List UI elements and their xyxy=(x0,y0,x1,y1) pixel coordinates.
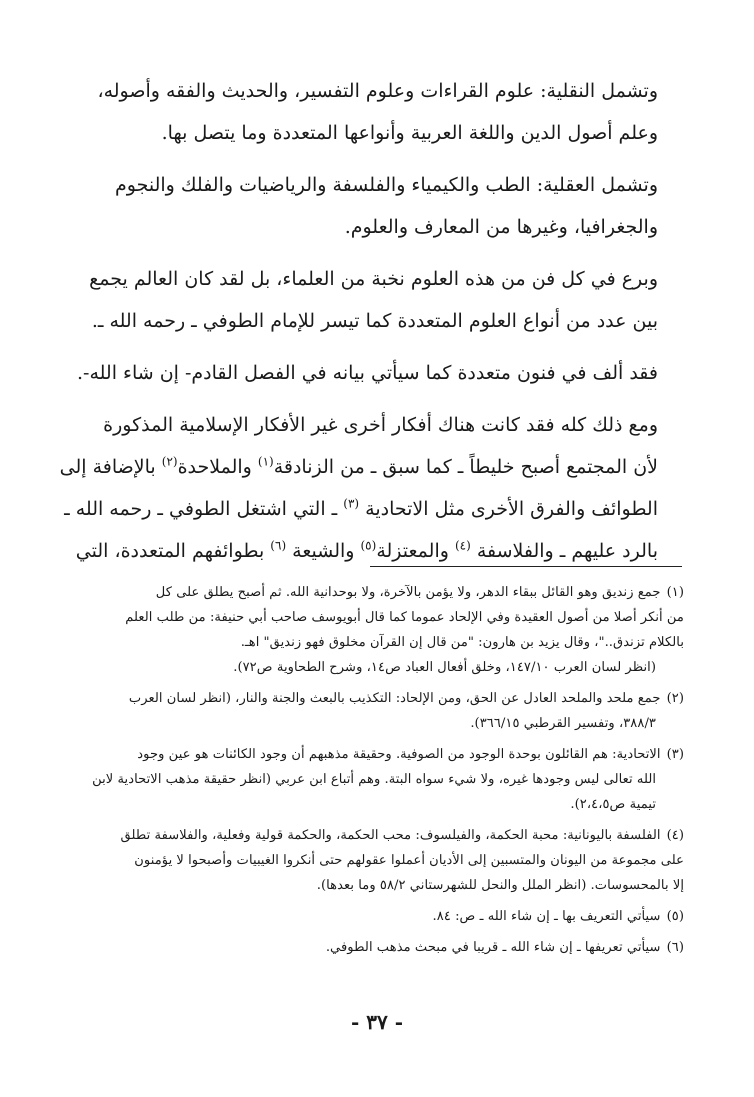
footnote-text: (انظر لسان العرب ١٤٧/١٠، وخلق أفعال العباد ص١٤، وشرح الطحاوية ص٧٢). xyxy=(233,660,656,675)
footnote-1 xyxy=(70,580,684,680)
footnote-divider xyxy=(370,566,682,567)
footnote-3 xyxy=(70,742,684,817)
text-line xyxy=(64,488,684,530)
footnote-number: (١) xyxy=(666,585,684,600)
footnote-text: ٣٨٨/٣، وتفسير القرطبي ٣٦٦/١٥). xyxy=(470,716,656,731)
footnote-number: (٤) xyxy=(666,828,684,843)
footnote-ref-4[interactable]: (٤) xyxy=(454,538,471,553)
text-line: وعلم أصول الدين واللغة العربية وأنواعها المتعددة وما يتصل بها. xyxy=(161,122,658,144)
footnote-number: (٣) xyxy=(666,747,684,762)
footnote-ref-3[interactable]: (٣) xyxy=(343,496,360,511)
text-line: والجغرافيا، وغيرها من المعارف والعلوم. xyxy=(344,216,658,238)
text-segment: بالإضافة إلى xyxy=(59,456,162,478)
footnote-ref-6[interactable]: (٦) xyxy=(270,538,287,553)
text-line: بين عدد من أنواع العلوم المتعددة كما تيسر للإمام الطوفي ـ رحمه الله ـ. xyxy=(91,310,658,332)
footnote-text: الاتحادية: هم القائلون بوحدة الوجود من الصوفية. وحقيقة مذهبهم أن وجود الكائنات هو عين وجود xyxy=(137,747,661,762)
text-line: وتشمل العقلية: الطب والكيمياء والفلسفة والرياضيات والفلك والنجوم xyxy=(115,174,658,196)
footnote-text: سيأتي تعريفها ـ إن شاء الله ـ قريبا في مبحث مذهب الطوفي. xyxy=(325,940,661,955)
footnote-number: (٢) xyxy=(666,691,684,706)
footnote-text: جمع ملحد والملحد العادل عن الحق، ومن الإلحاد: التكذيب بالبعث والجنة والنار، (انظر لسان العرب xyxy=(128,691,661,706)
text-segment: والشيعة xyxy=(286,540,361,562)
footnote-text: بالكلام تزندق.."، وقال يزيد بن هارون: "من قال إن القرآن مخلوق فهو زنديق" اهـ. xyxy=(240,635,684,650)
footnote-number: (٦) xyxy=(666,940,684,955)
paragraph-rational-sciences xyxy=(70,164,684,248)
text-segment: بالرد عليهم ـ والفلاسفة xyxy=(470,540,658,562)
footnote-text: على مجموعة من اليونان والمتسبين إلى الأديان أعملوا عقولهم حتى أنكروا الغيبيات وأصبحوا لا يؤمنون xyxy=(134,853,684,868)
text-line: فقد ألف في فنون متعددة كما سيأتي بيانه في الفصل القادم- إن شاء الله-. xyxy=(76,362,658,384)
text-line xyxy=(59,446,684,488)
footnote-ref-1[interactable]: (١) xyxy=(257,454,274,469)
text-segment: لأن المجتمع أصبح خليطاً ـ كما سبق ـ من الزنادقة xyxy=(273,456,658,478)
footnotes xyxy=(70,580,684,966)
footnote-5 xyxy=(70,904,684,929)
paragraph-transmitted-sciences xyxy=(70,70,684,154)
paragraph-scholars xyxy=(70,258,684,342)
footnote-text: الفلسفة باليونانية: محبة الحكمة، والفيلسوف: محب الحكمة، والحكمة قولية وفعلية، والفلاسفة تطلق xyxy=(120,828,661,843)
footnote-text: الله تعالى ليس وجودها غيره، ولا شيء سواه البتة. وهم أتباع ابن عربي (انظر حقيقة مذهب الاتحادية لابن xyxy=(92,772,656,787)
text-segment: والملاحدة xyxy=(177,456,258,478)
text-line: ومع ذلك كله فقد كانت هناك أفكار أخرى غير الأفكار الإسلامية المذكورة xyxy=(103,414,658,436)
footnote-text: إلا بالمحسوسات. (انظر الملل والنحل للشهرستاني ٥٨/٢ وما بعدها). xyxy=(316,878,684,893)
paragraph-other-ideas xyxy=(59,404,684,572)
footnote-ref-5[interactable]: (٥) xyxy=(360,538,377,553)
paragraph-authored xyxy=(70,352,684,394)
text-segment: الطوائف والفرق الأخرى مثل الاتحادية xyxy=(359,498,658,520)
footnote-4 xyxy=(70,823,684,898)
footnote-text: من أنكر أصلا من أصول العقيدة وفي الإلحاد عموما كما قال أبويوسف صاحب أبي حنيفة: من طلب العلم xyxy=(125,610,684,625)
footnote-text: تيمية ص٢،٤،٥). xyxy=(570,797,656,812)
footnote-text: جمع زنديق وهو القائل ببقاء الدهر، ولا يؤمن بالآخرة، ولا بوحدانية الله. ثم أصبح يطلق على كل xyxy=(155,585,661,600)
text-line: وبرع في كل فن من هذه العلوم نخبة من العلماء، بل لقد كان العالم يجمع xyxy=(89,268,658,290)
main-text xyxy=(59,70,684,582)
footnote-2 xyxy=(70,686,684,736)
footnote-6 xyxy=(70,935,684,960)
text-segment: ـ التي اشتغل الطوفي ـ رحمه الله ـ xyxy=(64,498,344,520)
page-number: - ٣٧ - xyxy=(350,1010,403,1034)
footnote-number: (٥) xyxy=(666,909,684,924)
text-line: وتشمل النقلية: علوم القراءات وعلوم التفسير، والحديث والفقه وأصوله، xyxy=(97,80,658,102)
text-segment: بطوائفهم المتعددة، التي xyxy=(75,540,271,562)
footnote-text: سيأتي التعريف بها ـ إن شاء الله ـ ص: ٨٤. xyxy=(432,909,661,924)
text-segment: والمعتزلة xyxy=(376,540,455,562)
footnote-ref-2[interactable]: (٢) xyxy=(161,454,178,469)
